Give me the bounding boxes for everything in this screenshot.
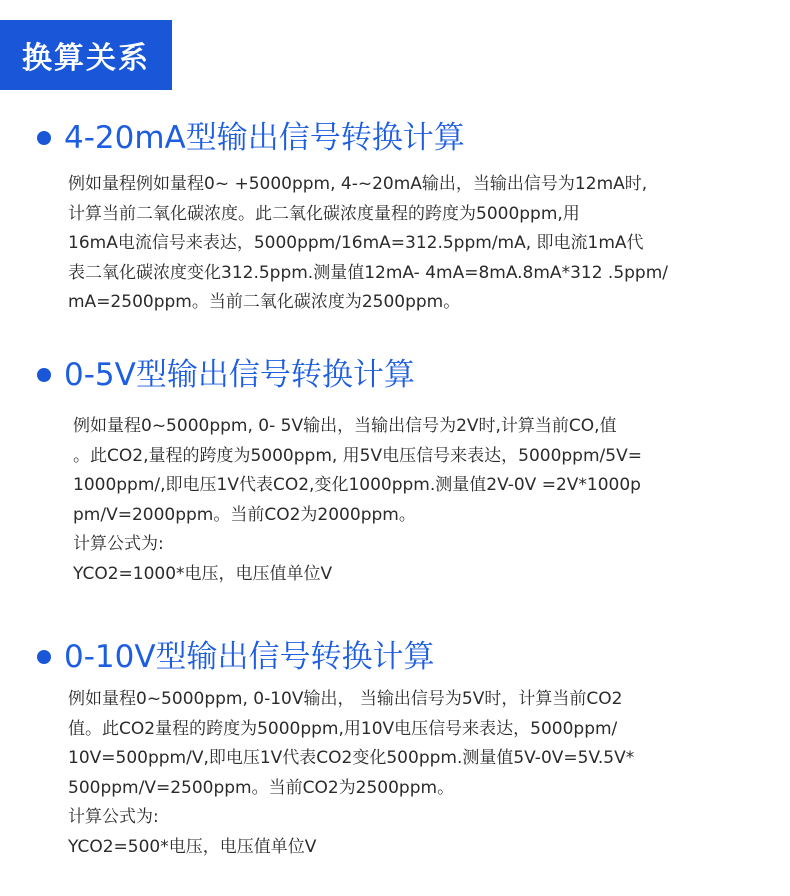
body-line: mA=2500ppm。当前二氧化碳浓度为2500ppm。: [68, 292, 461, 312]
body-line: 例如量程0~5000ppm, 0- 5V输出，当输出信号为2V时,计算当前CO,值: [73, 416, 617, 436]
body-line: 计算公式为:: [73, 534, 164, 554]
section-title-4-20ma: 4-20mA型输出信号转换计算: [64, 120, 465, 156]
section-title-0-5v: 0-5V型输出信号转换计算: [64, 357, 415, 393]
body-line: 计算当前二氧化碳浓度。此二氧化碳浓度量程的跨度为5000ppm,用: [68, 203, 580, 224]
bullet-dot-icon: [37, 368, 51, 382]
body-line: 值。此CO2量程的跨度为5000ppm,用10V电压信号来表达，5000ppm/: [68, 718, 618, 739]
section-title-0-10v: 0-10V型输出信号转换计算: [64, 639, 435, 675]
body-line: 1000ppm/,即电压1V代表CO2,变化1000ppm.测量值2V-0V =2V*1000p: [73, 475, 641, 495]
section-body-0-5v: [73, 412, 642, 589]
body-line: YCO2=1000*电压，电压值单位V: [73, 563, 333, 584]
body-line: 500ppm/V=2500ppm。当前CO2为2500ppm。: [68, 777, 455, 798]
body-line: 表二氧化碳浓度变化312.5ppm.测量值12mA- 4mA=8mA.8mA*312 .5ppm/: [68, 262, 669, 283]
body-line: 10V=500ppm/V,即电压1V代表CO2变化500ppm.测量值5V-0V=5V.5V*: [68, 748, 635, 768]
body-line: 例如量程0~5000ppm, 0-10V输出， 当输出信号为5V时，计算当前CO2: [68, 689, 623, 709]
bullet-dot-icon: [37, 650, 51, 664]
body-line: pm/V=2000ppm。当前CO2为2000ppm。: [73, 504, 416, 525]
header-title: 换算关系: [0, 20, 172, 90]
bullet-dot-icon: [37, 131, 51, 145]
body-line: 计算公式为:: [68, 807, 159, 827]
body-line: 例如量程例如量程0~ +5000ppm, 4-~20mA输出，当输出信号为12mA时,: [68, 174, 648, 194]
section-body-0-10v: [68, 685, 634, 862]
body-line: 16mA电流信号来表达，5000ppm/16mA=312.5ppm/mA, 即电流1mA代: [68, 233, 644, 253]
section-body-4-20ma: [68, 170, 668, 318]
body-line: YCO2=500*电压，电压值单位V: [68, 836, 317, 857]
body-line: 。此CO2,量程的跨度为5000ppm, 用5V电压信号来表达，5000ppm/5V=: [73, 445, 642, 466]
